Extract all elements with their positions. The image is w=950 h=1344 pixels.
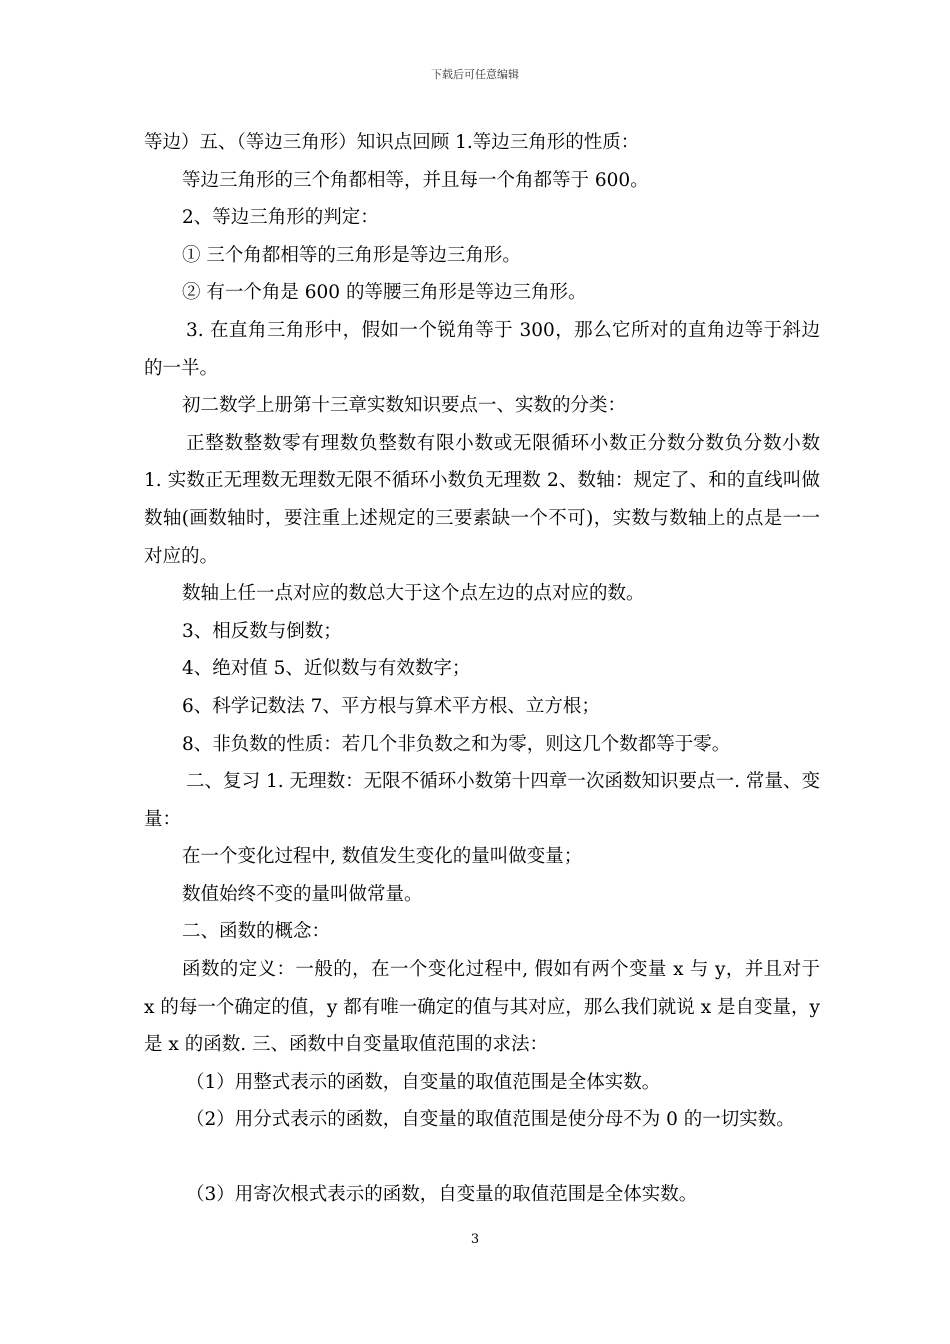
blank-line: [144, 1139, 820, 1176]
paragraph: 数值始终不变的量叫做常量。: [182, 883, 423, 905]
paragraph: 二、函数的概念：: [182, 921, 331, 943]
page-number: 3: [470, 1232, 480, 1247]
paragraph: 3、相反数与倒数；: [182, 620, 342, 642]
paragraph: 6、科学记数法 7、平方根与算术平方根、立方根；: [182, 695, 600, 717]
paragraph: 正整数整数零有理数负整数有限小数或无限循环小数正分数分数负分数小数 1. 实数正无理数无理数无限不循环小数负无理数 2、数轴：规定了、和的直线叫做数轴(画数轴时，要注重上述规定的三要素缺一个不可)，实数与数轴上的点是一一对应的。: [144, 432, 820, 567]
page-header: 下载后可任意编辑: [431, 68, 519, 81]
paragraph: 等边三角形的三个角都相等，并且每一个角都等于 600。: [182, 169, 649, 191]
paragraph: 二、复习 1. 无理数：无限不循环小数第十四章一次函数知识要点一. 常量、变量：: [144, 771, 820, 830]
paragraph: ① 三个角都相等的三角形是等边三角形。: [182, 244, 521, 266]
paragraph: 函数的定义：一般的，在一个变化过程中, 假如有两个变量 x 与 y，并且对于 x 的每一个确定的值，y 都有唯一确定的值与其对应，那么我们就说 x 是自变量，y 是 x 的函数. 三、函数中自变量取值范围的求法：: [144, 959, 820, 1056]
document-body: [144, 124, 820, 1214]
paragraph: 8、非负数的性质：若几个非负数之和为零，则这几个数都等于零。: [182, 733, 731, 755]
paragraph: 3. 在直角三角形中，假如一个锐角等于 300，那么它所对的直角边等于斜边的一半。: [144, 319, 820, 379]
paragraph: 初二数学上册第十三章实数知识要点一、实数的分类：: [182, 395, 627, 417]
paragraph: ② 有一个角是 600 的等腰三角形是等边三角形。: [182, 282, 587, 304]
paragraph: 2、等边三角形的判定：: [182, 207, 379, 229]
paragraph: 在一个变化过程中, 数值发生变化的量叫做变量；: [182, 846, 583, 868]
paragraph: （2）用分式表示的函数，自变量的取值范围是使分母不为 0 的一切实数。: [186, 1109, 795, 1131]
paragraph: 数轴上任一点对应的数总大于这个点左边的点对应的数。: [182, 583, 645, 605]
paragraph: （3）用寄次根式表示的函数，自变量的取值范围是全体实数。: [186, 1184, 698, 1206]
paragraph: 等边）五、（等边三角形）知识点回顾 1.等边三角形的性质：: [144, 132, 640, 153]
paragraph: （1）用整式表示的函数，自变量的取值范围是全体实数。: [186, 1071, 661, 1093]
paragraph: 4、绝对值 5、近似数与有效数字；: [182, 658, 471, 680]
